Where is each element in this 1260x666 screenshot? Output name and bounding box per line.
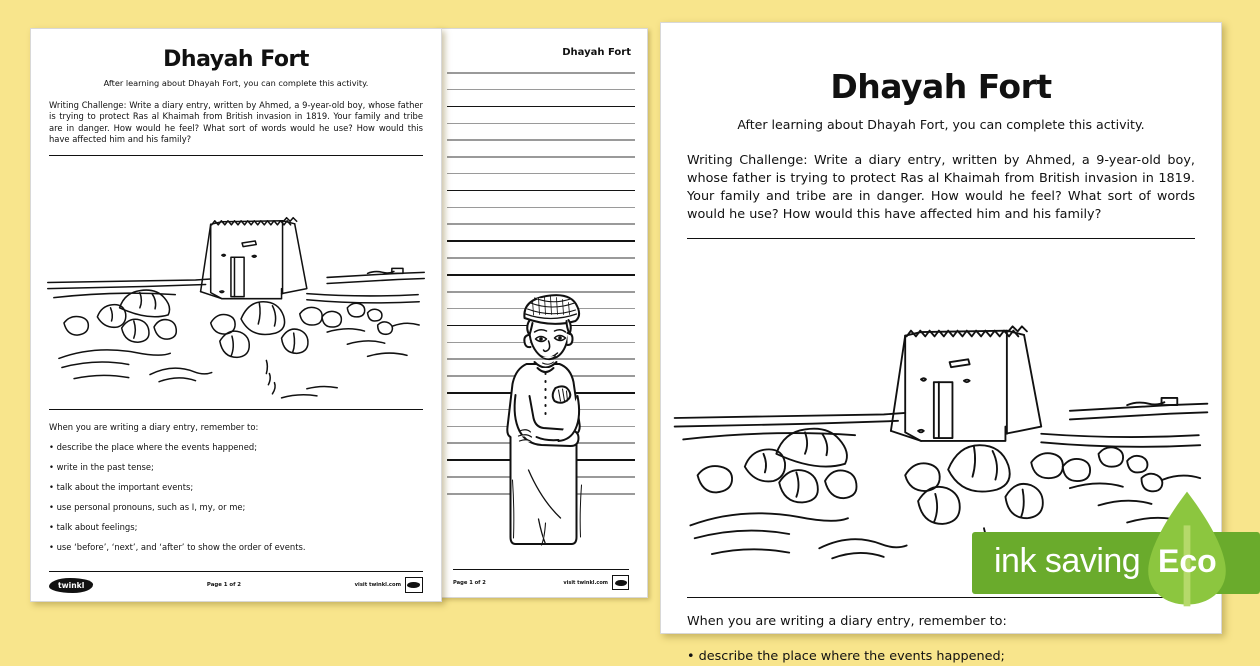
rule-line — [447, 223, 635, 225]
reminder-bullet: • write in the past tense; — [49, 461, 154, 472]
rule-line — [447, 493, 635, 495]
reminder-bullet: • describe the place where the events happened; — [49, 441, 258, 452]
reminder-list-large — [687, 613, 1195, 666]
rule-line — [447, 392, 635, 394]
rule-line — [447, 291, 635, 293]
reminder-list-intro-large: When you are writing a diary entry, remember to: — [687, 614, 1007, 629]
rule-line — [447, 72, 635, 74]
visit-url-label: visit twinkl.com — [563, 579, 608, 586]
reminder-bullet: • talk about feelings; — [49, 521, 138, 532]
twinkl-logo[interactable]: twinkl — [49, 578, 93, 593]
rule-line — [447, 106, 635, 108]
ink-saving-eco-badge — [972, 532, 1260, 594]
page-2-content — [435, 29, 647, 597]
reminder-bullet: • use ‘before’, ‘next’, and ‘after’ to show the order of events. — [49, 541, 306, 552]
page-subtitle: After learning about Dhayah Fort, you can complete this activity. — [103, 78, 369, 88]
page-number-label: Page 1 of 2 — [453, 579, 486, 586]
twinkl-stamp-icon — [612, 575, 629, 590]
visit-block[interactable] — [563, 575, 629, 590]
rule-line — [447, 123, 635, 125]
visit-url-label: visit twinkl.com — [354, 582, 401, 588]
worksheet-page-1[interactable] — [30, 28, 442, 602]
rule-line — [447, 358, 635, 360]
rule-line — [447, 139, 635, 141]
rule-line — [447, 308, 635, 310]
twinkl-stamp-icon — [405, 577, 423, 593]
fort-image-frame — [49, 155, 423, 410]
ruled-lines-group — [447, 72, 635, 495]
page-subtitle-large: After learning about Dhayah Fort, you can complete this activity. — [737, 117, 1145, 132]
rule-line — [447, 442, 635, 444]
visit-block[interactable] — [355, 577, 423, 593]
page-2-header-title: Dhayah Fort — [562, 47, 631, 58]
rule-line — [447, 190, 635, 192]
reminder-list-intro: When you are writing a diary entry, remember to: — [49, 421, 259, 432]
page-number-label: Page 1 of 2 — [206, 582, 242, 588]
dhayah-fort-illustration — [50, 156, 422, 409]
reminder-bullet-large: • describe the place where the events happened; — [687, 649, 1005, 664]
rule-line — [447, 89, 635, 91]
writing-challenge-text-large: Writing Challenge: Write a diary entry, written by Ahmed, a 9-year-old boy, whose father is trying to protect Ras al Khaimah from British invasion in 1819. Your family and tribe are in danger. How would he feel? What sort of words would he use? How would this have affected him and his family? — [687, 153, 1195, 222]
rule-line — [447, 426, 635, 428]
rule-line — [447, 459, 635, 461]
page-1-content — [31, 29, 441, 601]
rule-line — [447, 207, 635, 209]
ink-saving-label: ink saving — [994, 542, 1141, 580]
rule-line — [447, 409, 635, 411]
rule-line — [447, 274, 635, 276]
page-title-large: Dhayah Fort — [830, 67, 1052, 106]
rule-line — [447, 240, 635, 242]
rule-line — [447, 476, 635, 478]
reminder-bullet: • use personal pronouns, such as I, my, or me; — [49, 501, 246, 512]
rule-line — [447, 325, 635, 327]
rule-line — [447, 257, 635, 259]
reminder-list — [49, 421, 423, 553]
rule-line — [447, 342, 635, 344]
eco-label: Eco — [1158, 543, 1217, 579]
page-title: Dhayah Fort — [163, 47, 309, 72]
page-1-footer — [49, 571, 423, 593]
rule-line — [447, 156, 635, 158]
page-2-footer — [453, 569, 629, 590]
worksheet-page-2[interactable] — [434, 28, 648, 598]
rule-line — [447, 173, 635, 175]
writing-challenge-text: Writing Challenge: Write a diary entry, written by Ahmed, a 9-year-old boy, whose father is trying to protect Ras al Khaimah from British invasion in 1819. Your family and tribe are in danger. How would he feel? What sort of words would he use? How would this have affected him and his family? — [49, 100, 423, 145]
rule-line — [447, 375, 635, 377]
reminder-bullet: • talk about the important events; — [49, 481, 194, 492]
